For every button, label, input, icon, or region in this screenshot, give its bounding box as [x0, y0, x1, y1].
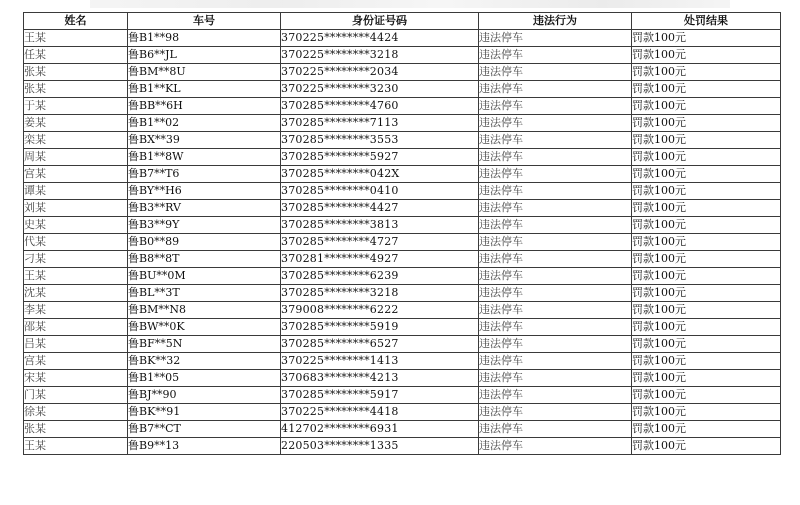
id-number-cell: 370225********4418: [281, 404, 479, 421]
penalty-result-cell: 罚款100元: [632, 421, 781, 438]
driver-name-cell: 王某: [24, 30, 128, 47]
driver-name-cell: 史某: [24, 217, 128, 234]
driver-name-cell: 张某: [24, 81, 128, 98]
id-number-cell: 370285********6239: [281, 268, 479, 285]
id-number-cell: 370285********5927: [281, 149, 479, 166]
violation-cell: 违法停车: [479, 166, 632, 183]
violation-cell: 违法停车: [479, 336, 632, 353]
cropped-title-strip: [90, 0, 730, 8]
driver-name-cell: 王某: [24, 438, 128, 455]
driver-name-cell: 宫某: [24, 353, 128, 370]
driver-name-cell: 谭某: [24, 183, 128, 200]
driver-name-cell: 张某: [24, 64, 128, 81]
plate-number-cell: 鲁B1**98: [128, 30, 281, 47]
table-row: [24, 438, 781, 455]
plate-number-cell: 鲁B1**8W: [128, 149, 281, 166]
table-header-row: [24, 13, 781, 30]
plate-number-cell: 鲁B1**KL: [128, 81, 281, 98]
plate-number-cell: 鲁BY**H6: [128, 183, 281, 200]
driver-name-cell: 李某: [24, 302, 128, 319]
table-row: [24, 183, 781, 200]
id-number-cell: 220503********1335: [281, 438, 479, 455]
driver-name-cell: 沈某: [24, 285, 128, 302]
violation-cell: 违法停车: [479, 132, 632, 149]
penalty-result-cell: 罚款100元: [632, 319, 781, 336]
plate-number-cell: 鲁B7**T6: [128, 166, 281, 183]
violation-cell: 违法停车: [479, 370, 632, 387]
penalty-records-table: [23, 12, 781, 455]
id-number-cell: 370281********4927: [281, 251, 479, 268]
violation-cell: 违法停车: [479, 217, 632, 234]
table-row: [24, 404, 781, 421]
plate-number-cell: 鲁BK**32: [128, 353, 281, 370]
driver-name-cell: 周某: [24, 149, 128, 166]
id-number-cell: 370285********042X: [281, 166, 479, 183]
penalty-result-cell: 罚款100元: [632, 302, 781, 319]
id-number-cell: 370285********0410: [281, 183, 479, 200]
plate-number-cell: 鲁BF**5N: [128, 336, 281, 353]
table-row: [24, 353, 781, 370]
plate-number-cell: 鲁BW**0K: [128, 319, 281, 336]
plate-number-cell: 鲁B3**9Y: [128, 217, 281, 234]
penalty-result-cell: 罚款100元: [632, 30, 781, 47]
violation-cell: 违法停车: [479, 268, 632, 285]
id-number-cell: 370683********4213: [281, 370, 479, 387]
table-row: [24, 251, 781, 268]
plate-number-cell: 鲁BM**8U: [128, 64, 281, 81]
table-row: [24, 166, 781, 183]
id-number-cell: 379008********6222: [281, 302, 479, 319]
violation-cell: 违法停车: [479, 438, 632, 455]
table-row: [24, 64, 781, 81]
id-number-cell: 370285********4760: [281, 98, 479, 115]
id-number-cell: 370225********1413: [281, 353, 479, 370]
penalty-result-cell: 罚款100元: [632, 234, 781, 251]
table-row: [24, 370, 781, 387]
penalty-result-cell: 罚款100元: [632, 98, 781, 115]
id-number-cell: 370285********4727: [281, 234, 479, 251]
violation-cell: 违法停车: [479, 421, 632, 438]
plate-number-cell: 鲁B3**RV: [128, 200, 281, 217]
id-number-cell: 412702********6931: [281, 421, 479, 438]
driver-name-cell: 代某: [24, 234, 128, 251]
id-number-column-header: 身份证号码: [281, 13, 479, 30]
violation-cell: 违法停车: [479, 30, 632, 47]
table-row: [24, 319, 781, 336]
driver-name-cell: 张某: [24, 421, 128, 438]
violation-cell: 违法停车: [479, 47, 632, 64]
driver-name-cell: 王某: [24, 268, 128, 285]
driver-name-cell: 吕某: [24, 336, 128, 353]
penalty-result-cell: 罚款100元: [632, 251, 781, 268]
table-row: [24, 268, 781, 285]
violation-cell: 违法停车: [479, 302, 632, 319]
id-number-cell: 370285********3218: [281, 285, 479, 302]
driver-name-cell: 任某: [24, 47, 128, 64]
name-column-header: 姓名: [24, 13, 128, 30]
penalty-result-cell: 罚款100元: [632, 387, 781, 404]
penalty-result-cell: 罚款100元: [632, 217, 781, 234]
driver-name-cell: 门某: [24, 387, 128, 404]
penalty-result-cell: 罚款100元: [632, 115, 781, 132]
violation-cell: 违法停车: [479, 319, 632, 336]
violation-cell: 违法停车: [479, 285, 632, 302]
table-row: [24, 98, 781, 115]
plate-column-header: 车号: [128, 13, 281, 30]
plate-number-cell: 鲁BL**3T: [128, 285, 281, 302]
id-number-cell: 370285********5917: [281, 387, 479, 404]
driver-name-cell: 于某: [24, 98, 128, 115]
plate-number-cell: 鲁BU**0M: [128, 268, 281, 285]
table-row: [24, 285, 781, 302]
id-number-cell: 370285********6527: [281, 336, 479, 353]
table-row: [24, 234, 781, 251]
table-row: [24, 81, 781, 98]
table-row: [24, 149, 781, 166]
plate-number-cell: 鲁B1**05: [128, 370, 281, 387]
id-number-cell: 370225********3230: [281, 81, 479, 98]
penalty-result-cell: 罚款100元: [632, 64, 781, 81]
plate-number-cell: 鲁BX**39: [128, 132, 281, 149]
id-number-cell: 370285********7113: [281, 115, 479, 132]
driver-name-cell: 邵某: [24, 319, 128, 336]
violation-cell: 违法停车: [479, 115, 632, 132]
plate-number-cell: 鲁B0**89: [128, 234, 281, 251]
id-number-cell: 370225********3218: [281, 47, 479, 64]
driver-name-cell: 宋某: [24, 370, 128, 387]
id-number-cell: 370285********5919: [281, 319, 479, 336]
table-row: [24, 217, 781, 234]
id-number-cell: 370285********3813: [281, 217, 479, 234]
table-row: [24, 30, 781, 47]
penalty-result-cell: 罚款100元: [632, 404, 781, 421]
violation-cell: 违法停车: [479, 200, 632, 217]
id-number-cell: 370225********4424: [281, 30, 479, 47]
violation-cell: 违法停车: [479, 387, 632, 404]
id-number-cell: 370285********4427: [281, 200, 479, 217]
violation-cell: 违法停车: [479, 234, 632, 251]
penalty-result-cell: 罚款100元: [632, 132, 781, 149]
penalty-result-cell: 罚款100元: [632, 183, 781, 200]
violation-cell: 违法停车: [479, 81, 632, 98]
penalty-result-cell: 罚款100元: [632, 353, 781, 370]
penalty-result-cell: 罚款100元: [632, 47, 781, 64]
table-row: [24, 421, 781, 438]
penalty-result-cell: 罚款100元: [632, 268, 781, 285]
penalty-result-cell: 罚款100元: [632, 285, 781, 302]
table-row: [24, 132, 781, 149]
penalty-result-cell: 罚款100元: [632, 81, 781, 98]
penalty-result-cell: 罚款100元: [632, 370, 781, 387]
table-row: [24, 47, 781, 64]
plate-number-cell: 鲁B8**8T: [128, 251, 281, 268]
table-row: [24, 302, 781, 319]
table-body: [24, 30, 781, 455]
violation-cell: 违法停车: [479, 183, 632, 200]
penalty-column-header: 处罚结果: [632, 13, 781, 30]
plate-number-cell: 鲁B6**JL: [128, 47, 281, 64]
id-number-cell: 370285********3553: [281, 132, 479, 149]
plate-number-cell: 鲁BK**91: [128, 404, 281, 421]
penalty-result-cell: 罚款100元: [632, 336, 781, 353]
id-number-cell: 370225********2034: [281, 64, 479, 81]
penalty-result-cell: 罚款100元: [632, 149, 781, 166]
table-row: [24, 200, 781, 217]
table-row: [24, 115, 781, 132]
violation-cell: 违法停车: [479, 98, 632, 115]
driver-name-cell: 刁某: [24, 251, 128, 268]
plate-number-cell: 鲁B7**CT: [128, 421, 281, 438]
driver-name-cell: 徐某: [24, 404, 128, 421]
violation-cell: 违法停车: [479, 149, 632, 166]
penalty-result-cell: 罚款100元: [632, 438, 781, 455]
violation-cell: 违法停车: [479, 251, 632, 268]
violation-cell: 违法停车: [479, 353, 632, 370]
table-row: [24, 387, 781, 404]
plate-number-cell: 鲁BJ**90: [128, 387, 281, 404]
driver-name-cell: 刘某: [24, 200, 128, 217]
violation-cell: 违法停车: [479, 64, 632, 81]
penalty-result-cell: 罚款100元: [632, 200, 781, 217]
plate-number-cell: 鲁B1**02: [128, 115, 281, 132]
plate-number-cell: 鲁BB**6H: [128, 98, 281, 115]
driver-name-cell: 栾某: [24, 132, 128, 149]
plate-number-cell: 鲁BM**N8: [128, 302, 281, 319]
driver-name-cell: 宫某: [24, 166, 128, 183]
driver-name-cell: 姜某: [24, 115, 128, 132]
table-row: [24, 336, 781, 353]
violation-cell: 违法停车: [479, 404, 632, 421]
penalty-result-cell: 罚款100元: [632, 166, 781, 183]
violation-column-header: 违法行为: [479, 13, 632, 30]
plate-number-cell: 鲁B9**13: [128, 438, 281, 455]
